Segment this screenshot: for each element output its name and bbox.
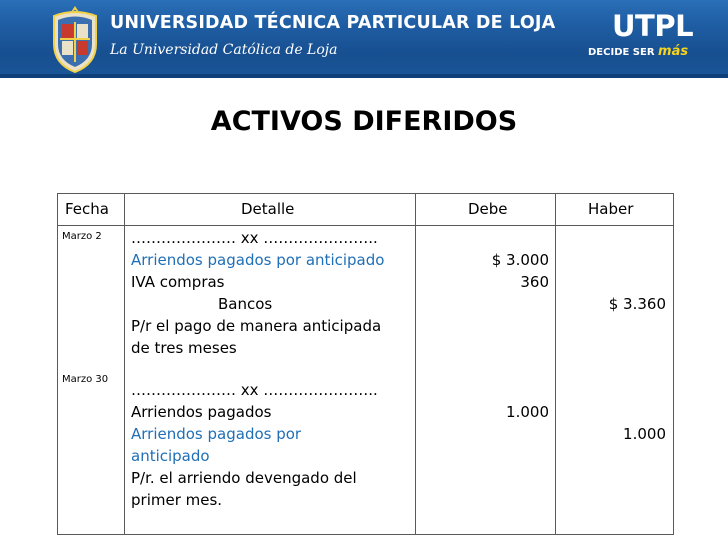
- entry2-line5: primer mes.: [131, 491, 223, 509]
- entry2-line2: Arriendos pagados por: [131, 425, 302, 443]
- entry2-line3: anticipado: [131, 447, 210, 465]
- entry1-debe1: $ 3.000: [491, 251, 549, 269]
- university-seal-icon: [48, 4, 102, 74]
- entry1-line1: Arriendos pagados por anticipado: [131, 251, 385, 269]
- header-fecha: Fecha: [65, 200, 109, 218]
- entry1-haber1: $ 3.360: [608, 295, 666, 313]
- entry2-date: Marzo 30: [62, 374, 109, 385]
- slogan-accent: más: [658, 44, 689, 59]
- journal-table: [57, 193, 674, 535]
- entry1-line2: IVA compras: [131, 273, 225, 291]
- entry2-haber1: 1.000: [623, 425, 666, 443]
- institution-tagline: La Universidad Católica de Loja: [110, 42, 338, 58]
- entry1-line5: de tres meses: [131, 339, 237, 357]
- header-detalle: Detalle: [241, 200, 295, 218]
- banner-edge: [0, 74, 728, 78]
- entry1-line3: Bancos: [218, 295, 273, 313]
- entry2-separator: ………………… xx …………………..: [131, 381, 378, 399]
- utpl-logo: UTPL: [612, 9, 694, 43]
- column-divider: [555, 194, 556, 534]
- entry1-date: Marzo 2: [62, 231, 102, 242]
- header-haber: Haber: [588, 200, 634, 218]
- slogan: [588, 44, 688, 59]
- page-title: ACTIVOS DIFERIDOS: [210, 106, 518, 137]
- column-divider: [415, 194, 416, 534]
- entry1-line4: P/r el pago de manera anticipada: [131, 317, 382, 335]
- entry2-line1: Arriendos pagados: [131, 403, 272, 421]
- entry2-line4: P/r. el arriendo devengado del: [131, 469, 357, 487]
- header-debe: Debe: [468, 200, 508, 218]
- table-header-row: [58, 194, 673, 226]
- entry1-separator: ………………… xx …………………..: [131, 229, 378, 247]
- entry1-debe2: 360: [520, 273, 549, 291]
- column-divider: [124, 194, 125, 534]
- header-banner: [0, 0, 728, 78]
- institution-name: UNIVERSIDAD TÉCNICA PARTICULAR DE LOJA: [110, 13, 556, 33]
- entry2-debe1: 1.000: [506, 403, 549, 421]
- slogan-prefix: DECIDE SER: [588, 47, 655, 58]
